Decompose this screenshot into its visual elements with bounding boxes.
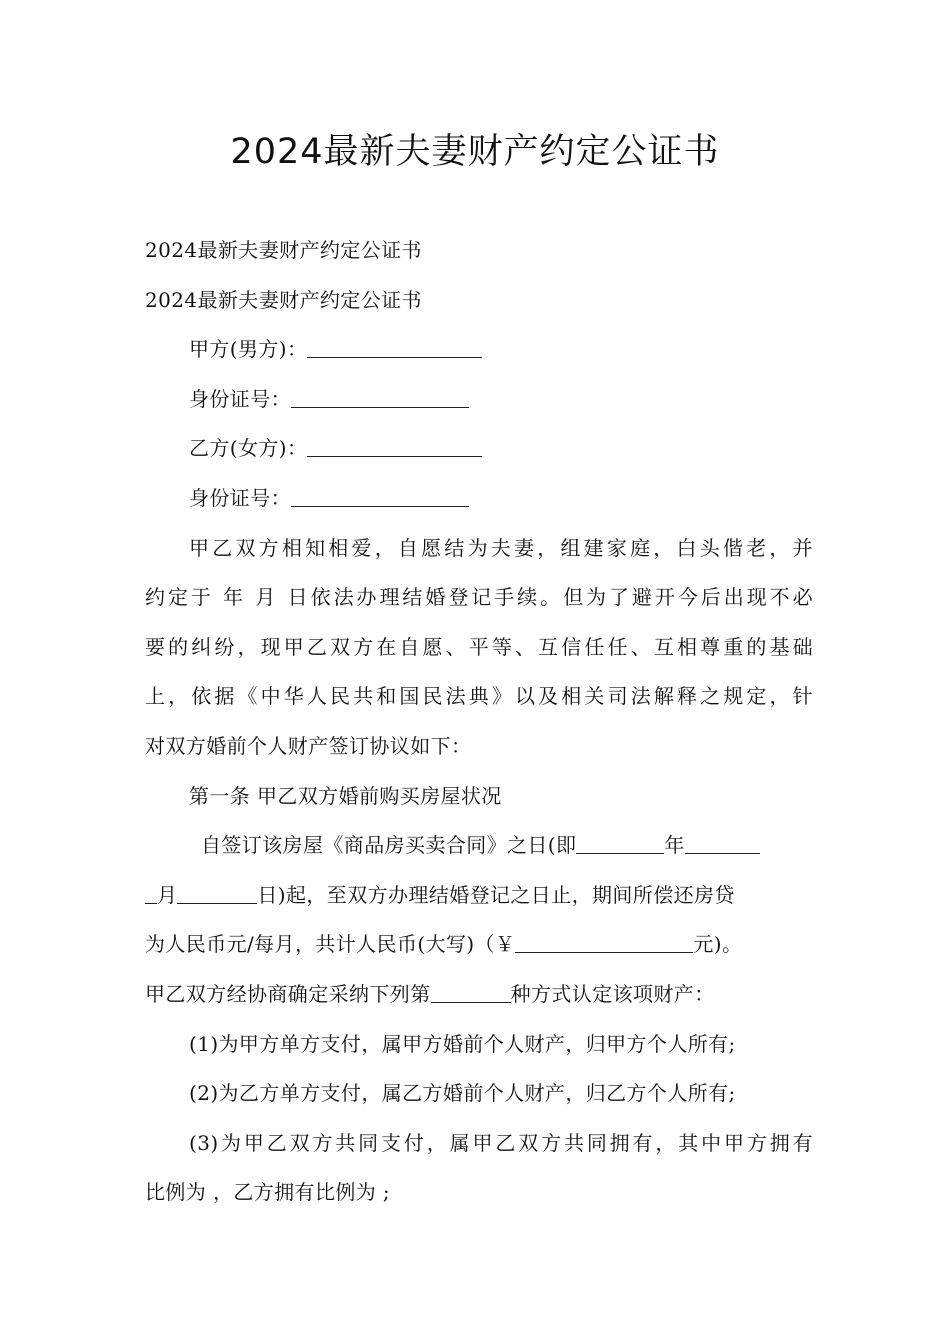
article-1-line-1 bbox=[145, 821, 813, 871]
date-year-blank bbox=[576, 831, 664, 854]
article-1-text-f: 元)。 bbox=[693, 932, 743, 957]
article-1-text-b: 年 bbox=[664, 833, 685, 858]
date-month-blank-part2 bbox=[145, 881, 157, 904]
party-a-row bbox=[145, 325, 813, 375]
article-1-line-4 bbox=[145, 970, 813, 1020]
party-a-blank bbox=[307, 335, 482, 358]
document-title: 2024最新夫妻财产约定公证书 bbox=[230, 132, 720, 172]
article-1-heading: 第一条 甲乙双方婚前购买房屋状况 bbox=[189, 783, 502, 808]
article-1-text-g: 甲乙双方经协商确定采纳下列第 bbox=[145, 981, 431, 1006]
article-1-text-c: 月 bbox=[157, 882, 178, 907]
article-1-line-3 bbox=[145, 920, 813, 970]
intro-line-1: 甲乙双方相知相爱，自愿结为夫妻，组建家庭，白头偕老，并 bbox=[189, 535, 813, 560]
article-1-text-a: 自签订该房屋《商品房买卖合同》之日(即 bbox=[201, 833, 577, 858]
party-a-id-label: 身份证号： bbox=[189, 386, 291, 411]
party-b-blank bbox=[307, 434, 482, 457]
article-1-line-2 bbox=[145, 871, 813, 921]
intro-line-2: 约定于 年 月 日依法办理结婚登记手续。但为了避开今后出现不必 bbox=[145, 585, 813, 610]
party-b-label: 乙方(女方)： bbox=[189, 436, 308, 461]
party-a-id-blank bbox=[291, 385, 469, 408]
option-3-line-1: (3)为甲乙双方共同支付，属甲乙双方共同拥有，其中甲方拥有 bbox=[189, 1130, 813, 1155]
option-2: (2)为乙方单方支付，属乙方婚前个人财产，归乙方个人所有; bbox=[189, 1081, 736, 1106]
amount-blank bbox=[515, 930, 693, 953]
article-1-text-h: 种方式认定该项财产： bbox=[510, 981, 715, 1006]
article-1-text-d: 日)起，至双方办理结婚登记之日止，期间所偿还房贷 bbox=[257, 882, 735, 907]
intro-line-5: 对双方婚前个人财产签订协议如下： bbox=[145, 733, 472, 758]
date-day-blank bbox=[177, 881, 257, 904]
option-1: (1)为甲方单方支付，属甲方婚前个人财产，归甲方个人所有; bbox=[189, 1031, 736, 1056]
header-line-2: 2024最新夫妻财产约定公证书 bbox=[145, 287, 422, 312]
party-a-label: 甲方(男方)： bbox=[189, 337, 308, 362]
intro-line-3: 要的纠纷，现甲乙双方在自愿、平等、互信任任、互相尊重的基础 bbox=[145, 634, 813, 659]
option-3-line-2: 比例为 ，乙方拥有比例为 ; bbox=[145, 1180, 391, 1205]
header-line-1: 2024最新夫妻财产约定公证书 bbox=[145, 238, 422, 262]
party-a-id-row bbox=[145, 375, 813, 425]
document-body bbox=[145, 226, 813, 1218]
party-b-id-blank bbox=[291, 484, 469, 507]
date-month-blank-part1 bbox=[685, 831, 760, 854]
article-1-text-e: 为人民币元/每月，共计人民币(大写)（￥ bbox=[145, 932, 516, 957]
option-number-blank bbox=[431, 980, 511, 1003]
intro-line-4: 上，依据《中华人民共和国民法典》以及相关司法解释之规定，针 bbox=[145, 684, 813, 709]
party-b-id-label: 身份证号： bbox=[189, 485, 291, 510]
party-b-id-row bbox=[145, 474, 813, 524]
party-b-row bbox=[145, 424, 813, 474]
